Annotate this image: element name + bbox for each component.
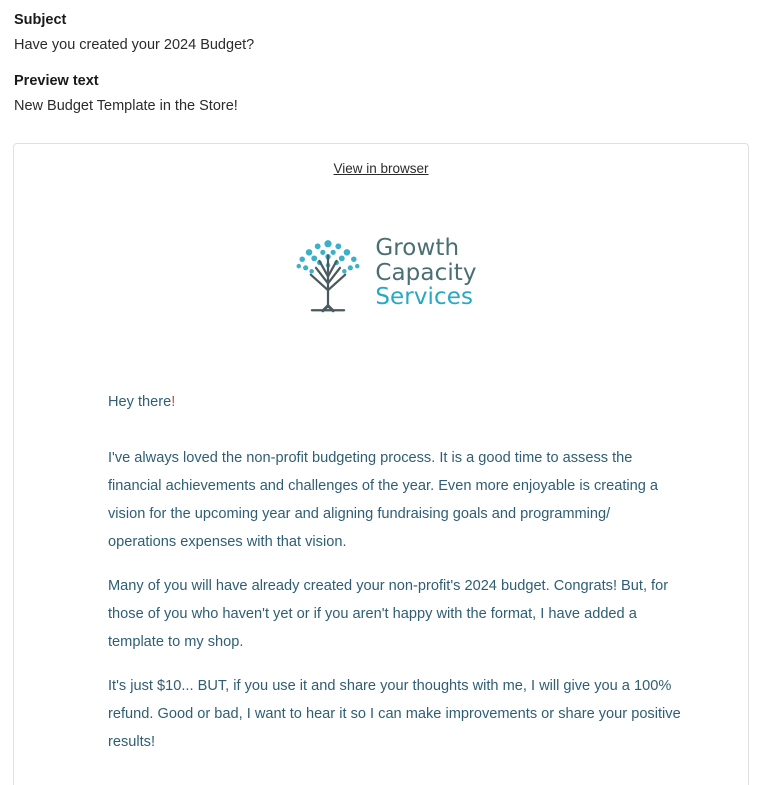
greeting-line: [108, 388, 682, 416]
logo-wordmark: [375, 236, 476, 309]
greeting-text: Hey there: [108, 394, 172, 410]
logo-line-growth: Growth: [375, 235, 460, 262]
email-preview-frame: [13, 143, 749, 785]
body-paragraph-2: Many of you will have already created your non-profit's 2024 budget. Congrats! But, for those of you who haven't yet or if you aren't happy with the format, I have added a template to my shop.: [108, 578, 669, 650]
view-in-browser-link[interactable]: View in browser: [333, 161, 429, 176]
logo-lockup: [285, 230, 476, 316]
preview-text-label: Preview text: [14, 72, 99, 89]
body-paragraph-3: It's just $10... BUT, if you use it and share your thoughts with me, I will give you a 100% refund. Good or bad, I want to hear it so I can make improvements or share your positive results!: [108, 678, 681, 750]
subject-label: Subject: [14, 12, 67, 28]
logo-line-capacity: Capacity: [375, 259, 477, 286]
body-paragraph-1: I've always loved the non-profit budgeting process. It is a good time to assess the financial achievements and challenges of the year. Even more enjoyable is creating a vision for the upcoming year and aligning fundraising goals and programming/ operations expenses with that vision.: [108, 450, 659, 550]
greeting-exclamation: !: [171, 394, 176, 410]
subject-value[interactable]: Have you created your 2024 Budget?: [14, 36, 255, 53]
meta-spacer: [14, 57, 748, 71]
preview-text-value[interactable]: New Budget Template in the Store!: [14, 97, 238, 114]
email-body-copy: [14, 388, 748, 756]
view-in-browser-row: [14, 144, 748, 178]
email-meta-block: [0, 0, 762, 118]
brand-logo: [14, 230, 748, 316]
logo-line-services: Services: [375, 284, 474, 311]
tree-logo-icon: [285, 230, 371, 316]
